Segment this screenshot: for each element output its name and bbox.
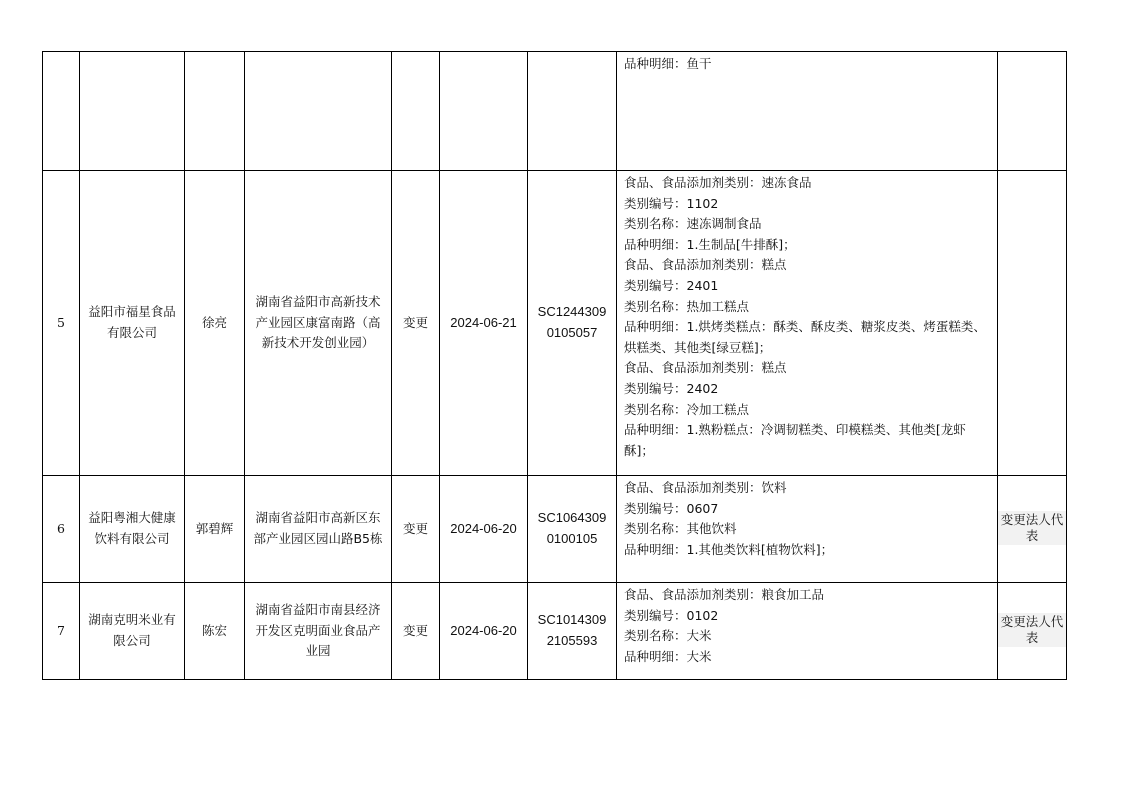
change-date: 2024-06-20 xyxy=(450,520,517,536)
detail-line: 类别名称：其他饮料 xyxy=(624,521,737,537)
address-cell xyxy=(245,171,392,476)
detail-line: 类别名称：冷加工糕点 xyxy=(624,401,750,417)
legal-representative: 陈宏 xyxy=(201,622,227,638)
remark-note-cell xyxy=(998,52,1067,171)
legal-representative: 徐亮 xyxy=(201,314,227,330)
serial-number-cell xyxy=(43,583,80,680)
remark-note: 变更法人代表 xyxy=(998,511,1066,545)
detail-line: 类别编号：1102 xyxy=(624,195,719,211)
address-cell xyxy=(245,583,392,680)
license-number: SC12443090105057 xyxy=(537,304,607,340)
product-details-cell xyxy=(617,583,998,680)
change-type-cell xyxy=(392,171,440,476)
legal-representative-cell xyxy=(185,583,245,680)
serial-number: 7 xyxy=(57,622,65,638)
change-type-cell xyxy=(392,476,440,583)
company-name: 益阳市福星食品有限公司 xyxy=(88,304,176,340)
address-cell xyxy=(245,52,392,171)
change-date-cell xyxy=(440,476,528,583)
remark-note: 变更法人代表 xyxy=(998,613,1066,647)
legal-representative-cell xyxy=(185,52,245,171)
product-details-cell xyxy=(617,171,998,476)
detail-line: 类别编号：0102 xyxy=(624,607,719,623)
detail-line: 品种明细：1.其他类饮料[植物饮料]； xyxy=(624,541,834,557)
legal-representative: 郭碧辉 xyxy=(195,520,234,536)
license-table xyxy=(42,51,1067,680)
detail-line: 类别编号：2401 xyxy=(624,277,719,293)
license-number-cell xyxy=(528,476,617,583)
detail-line: 食品、食品添加剂类别：饮料 xyxy=(624,480,787,495)
company-name-cell xyxy=(80,476,185,583)
address: 湖南省益阳市南县经济开发区克明面业食品产业园 xyxy=(255,602,381,659)
license-number-cell xyxy=(528,171,617,476)
detail-line: 食品、食品添加剂类别：速冻食品 xyxy=(624,175,812,190)
table-row xyxy=(43,52,1067,171)
serial-number-cell xyxy=(43,476,80,583)
serial-number: 6 xyxy=(57,520,65,536)
company-name-cell xyxy=(80,583,185,680)
license-number: SC10143092105593 xyxy=(537,612,607,648)
remark-note-cell xyxy=(998,476,1067,583)
legal-representative-cell xyxy=(185,171,245,476)
remark-note xyxy=(1030,113,1034,115)
company-name: 益阳粤湘大健康饮料有限公司 xyxy=(88,510,176,546)
change-type: 变更 xyxy=(402,622,428,638)
serial-number-cell xyxy=(43,171,80,476)
detail-line: 类别编号：2402 xyxy=(624,380,719,396)
serial-number-cell xyxy=(43,52,80,171)
address: 湖南省益阳市高新技术产业园区康富南路（高新技术开发创业园） xyxy=(255,294,381,351)
detail-line: 食品、食品添加剂类别：糕点 xyxy=(624,360,787,376)
serial-number: 5 xyxy=(57,314,65,330)
change-date: 2024-06-20 xyxy=(450,622,517,638)
product-details-cell xyxy=(617,52,998,171)
detail-line: 类别名称：热加工糕点 xyxy=(624,298,750,314)
remark-note xyxy=(1030,325,1034,327)
detail-line: 类别编号：0607 xyxy=(624,500,719,516)
detail-line: 品种明细：1.生制品[牛排酥]； xyxy=(624,236,796,252)
change-date: 2024-06-21 xyxy=(450,314,517,330)
change-type: 变更 xyxy=(402,314,428,330)
detail-line: 类别名称：大米 xyxy=(624,628,712,644)
change-date-cell xyxy=(440,52,528,171)
change-type: 变更 xyxy=(402,520,428,536)
company-name: 湖南克明米业有限公司 xyxy=(88,612,176,648)
detail-line: 食品、食品添加剂类别：粮食加工品 xyxy=(624,587,825,602)
change-type-cell xyxy=(392,583,440,680)
address: 湖南省益阳市高新区东部产业园区园山路B5栋 xyxy=(253,510,383,546)
change-date-cell xyxy=(440,171,528,476)
detail-line: 食品、食品添加剂类别：糕点 xyxy=(624,257,787,273)
change-type-cell xyxy=(392,52,440,171)
table-row xyxy=(43,171,1067,476)
remark-note-cell xyxy=(998,583,1067,680)
detail-line: 品种明细：1.烘烤类糕点：酥类、酥皮类、糖浆皮类、烤蛋糕类、烘糕类、其他类[绿豆糕]； xyxy=(624,319,986,355)
license-number: SC10643090100105 xyxy=(537,510,607,546)
address-cell xyxy=(245,476,392,583)
table-row xyxy=(43,583,1067,680)
company-name-cell xyxy=(80,52,185,171)
detail-line: 品种明细：1.熟粉糕点：冷调韧糕类、印模糕类、其他类[龙虾酥]； xyxy=(624,422,966,458)
detail-line: 类别名称：速冻调制食品 xyxy=(624,216,762,232)
detail-line: 品种明细：鱼干 xyxy=(624,56,712,71)
remark-note-cell xyxy=(998,171,1067,476)
license-number-cell xyxy=(528,583,617,680)
product-details-cell xyxy=(617,476,998,583)
license-number-cell xyxy=(528,52,617,171)
change-date-cell xyxy=(440,583,528,680)
table-row xyxy=(43,476,1067,583)
detail-line: 品种明细：大米 xyxy=(624,648,712,664)
company-name-cell xyxy=(80,171,185,476)
legal-representative-cell xyxy=(185,476,245,583)
